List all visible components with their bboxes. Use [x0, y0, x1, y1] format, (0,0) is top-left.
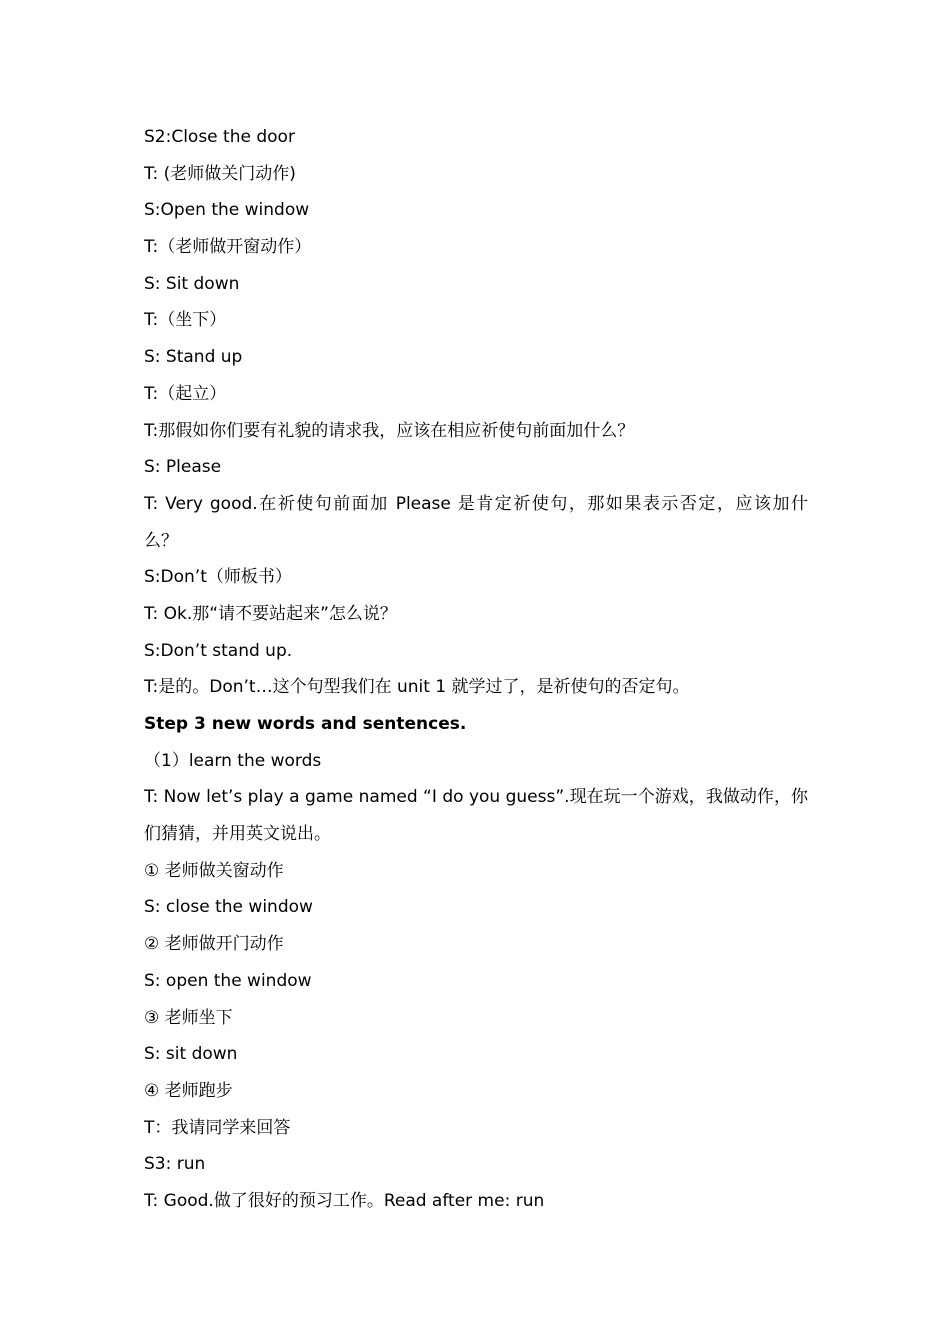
dialogue-line: T: Good.做了很好的预习工作。Read after me: run [144, 1190, 545, 1211]
dialogue-line-continued: 们猜猜，并用英文说出。 [144, 824, 331, 845]
dialogue-line: T:是的。Don’t…这个句型我们在 unit 1 就学过了，是祈使句的否定句。 [144, 677, 690, 698]
numbered-step: ④ 老师跑步 [144, 1080, 233, 1101]
document-body [144, 119, 808, 1220]
dialogue-line: S: Stand up [144, 347, 243, 368]
dialogue-line: T:（老师做开窗动作） [144, 237, 312, 258]
numbered-step: ③ 老师坐下 [144, 1007, 233, 1028]
subsection-heading: （1）learn the words [144, 750, 322, 771]
dialogue-line: T: Ok.那“请不要站起来”怎么说？ [144, 603, 397, 624]
dialogue-line: T:（坐下） [144, 310, 227, 331]
dialogue-line: S2:Close the door [144, 127, 295, 147]
dialogue-line: S: Please [144, 457, 222, 478]
dialogue-line: S:Open the window [144, 200, 310, 221]
section-heading: Step 3 new words and sentences. [144, 714, 467, 734]
dialogue-line: T：我请同学来回答 [144, 1117, 291, 1138]
dialogue-line: T:那假如你们要有礼貌的请求我，应该在相应祈使句前面加什么？ [144, 420, 635, 441]
dialogue-line: S3: run [144, 1154, 206, 1175]
numbered-step: ① 老师做关窗动作 [144, 860, 284, 881]
dialogue-line: T:（起立） [144, 383, 227, 404]
dialogue-line: S: close the window [144, 897, 313, 918]
dialogue-line: T: (老师做关门动作) [144, 163, 296, 184]
dialogue-line: T: Now let’s play a game named “I do you guess”.现在玩一个游戏，我做动作，你 [144, 787, 808, 808]
dialogue-line: S: sit down [144, 1044, 238, 1065]
dialogue-line: S: Sit down [144, 273, 240, 294]
numbered-step: ② 老师做开门动作 [144, 934, 284, 955]
dialogue-line: S:Don’t（师板书） [144, 567, 292, 588]
dialogue-line: S: open the window [144, 970, 312, 991]
dialogue-line: S:Don’t stand up. [144, 640, 293, 661]
dialogue-line: T: Very good.在祈使句前面加 Please 是肯定祈使句，那如果表示否定，应该加什 [144, 493, 808, 514]
dialogue-line-continued: 么？ [144, 530, 178, 551]
